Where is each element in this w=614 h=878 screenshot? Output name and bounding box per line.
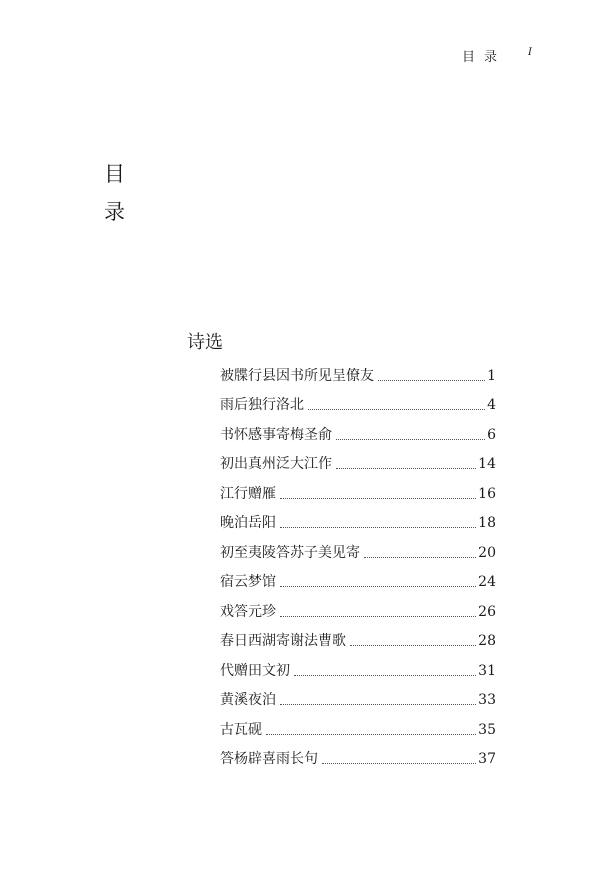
toc-entry[interactable] bbox=[220, 563, 496, 593]
toc-leader-dots bbox=[364, 557, 476, 558]
toc-entry-page: 31 bbox=[478, 662, 496, 679]
toc-entry-page: 26 bbox=[478, 603, 496, 620]
toc-leader-dots bbox=[280, 704, 476, 705]
toc-entry[interactable] bbox=[220, 681, 496, 711]
toc-entry-page: 20 bbox=[478, 544, 496, 561]
page-title-char: 录 bbox=[104, 200, 125, 224]
toc-entry-page: 28 bbox=[478, 633, 496, 649]
toc-entry[interactable] bbox=[220, 474, 496, 504]
toc-entry-title: 江行赠雁 bbox=[220, 485, 276, 502]
toc-entry-title: 被牒行县因书所见呈僚友 bbox=[220, 367, 374, 384]
toc-entry[interactable] bbox=[220, 740, 496, 770]
toc-entry[interactable] bbox=[220, 622, 496, 652]
toc-entry[interactable] bbox=[220, 445, 496, 475]
toc-entry-title: 黄溪夜泊 bbox=[220, 692, 276, 708]
toc-entry-title: 书怀感事寄梅圣俞 bbox=[220, 426, 332, 443]
toc-list bbox=[220, 356, 496, 769]
toc-entry-title: 代赠田文初 bbox=[220, 662, 290, 679]
toc-leader-dots bbox=[280, 527, 476, 528]
toc-entry[interactable] bbox=[220, 592, 496, 622]
toc-entry-page: 1 bbox=[487, 367, 496, 384]
toc-entry-page: 35 bbox=[478, 721, 496, 738]
toc-leader-dots bbox=[308, 409, 485, 410]
toc-entry-page: 6 bbox=[487, 426, 496, 443]
page-title-char: 目 bbox=[104, 162, 125, 186]
toc-entry[interactable] bbox=[220, 356, 496, 386]
toc-leader-dots bbox=[336, 439, 485, 440]
toc-entry-title: 宿云梦馆 bbox=[220, 574, 276, 590]
toc-entry-title: 答杨辟喜雨长句 bbox=[220, 751, 318, 767]
toc-leader-dots bbox=[294, 675, 476, 676]
toc-entry-page: 18 bbox=[478, 515, 496, 531]
toc-leader-dots bbox=[280, 616, 476, 617]
toc-entry-page: 33 bbox=[478, 692, 496, 708]
toc-leader-dots bbox=[280, 586, 476, 587]
toc-entry[interactable] bbox=[220, 533, 496, 563]
toc-entry-page: 14 bbox=[478, 456, 496, 472]
toc-entry-title: 春日西湖寄谢法曹歌 bbox=[220, 633, 346, 649]
page-title bbox=[104, 155, 130, 231]
toc-entry[interactable] bbox=[220, 710, 496, 740]
toc-entry-page: 37 bbox=[478, 751, 496, 767]
toc-entry-title: 雨后独行洛北 bbox=[220, 397, 304, 413]
toc-entry[interactable] bbox=[220, 415, 496, 445]
toc-leader-dots bbox=[336, 468, 476, 469]
toc-entry-title: 初至夷陵答苏子美见寄 bbox=[220, 544, 360, 561]
toc-entry-page: 16 bbox=[478, 485, 496, 502]
toc-entry-title: 晚泊岳阳 bbox=[220, 515, 276, 531]
toc-entry[interactable] bbox=[220, 651, 496, 681]
toc-leader-dots bbox=[266, 734, 476, 735]
toc-entry-title: 古瓦砚 bbox=[220, 721, 262, 738]
toc-entry-page: 24 bbox=[478, 574, 496, 590]
toc-entry-title: 初出真州泛大江作 bbox=[220, 456, 332, 472]
toc-entry-page: 4 bbox=[487, 397, 496, 413]
running-header: 目录 bbox=[462, 50, 507, 65]
section-title: 诗选 bbox=[187, 332, 223, 353]
toc-leader-dots bbox=[378, 380, 485, 381]
toc-leader-dots bbox=[350, 645, 476, 646]
toc-entry-title: 戏答元珍 bbox=[220, 603, 276, 620]
toc-entry[interactable] bbox=[220, 504, 496, 534]
toc-entry[interactable] bbox=[220, 386, 496, 416]
toc-leader-dots bbox=[322, 763, 476, 764]
page-number: I bbox=[528, 47, 532, 58]
toc-leader-dots bbox=[280, 498, 476, 499]
